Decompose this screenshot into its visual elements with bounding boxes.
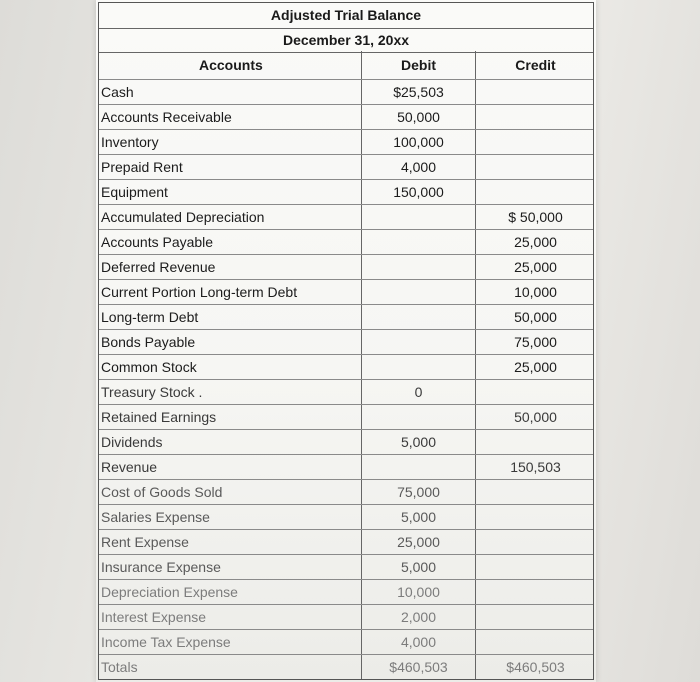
accounts-column-header: Accounts	[199, 57, 263, 73]
account-name: Accumulated Depreciation	[101, 209, 265, 225]
account-name: Accounts Receivable	[101, 109, 232, 125]
credit-amount: 50,000	[514, 409, 557, 425]
debit-amount: 4,000	[400, 634, 437, 650]
trial-balance-table	[98, 2, 594, 680]
account-name: Accounts Payable	[101, 234, 214, 250]
debit-amount: $460,503	[389, 659, 448, 675]
account-name: Treasury Stock .	[101, 384, 203, 400]
table-row	[99, 429, 593, 454]
table-row	[99, 454, 593, 479]
table-row	[99, 179, 593, 204]
table-date: December 31, 20xx	[99, 29, 593, 53]
account-name: Prepaid Rent	[101, 159, 183, 175]
account-name: Dividends	[101, 434, 163, 450]
account-name: Cash	[101, 84, 134, 100]
account-name: Insurance Expense	[101, 559, 221, 575]
credit-amount: 25,000	[514, 259, 557, 275]
table-row	[99, 604, 593, 629]
account-name: Deferred Revenue	[101, 259, 216, 275]
table-row	[99, 204, 593, 229]
debit-amount: 10,000	[397, 584, 440, 600]
account-name: Retained Earnings	[101, 409, 217, 425]
debit-amount: 4,000	[400, 159, 437, 175]
debit-amount: 5,000	[400, 509, 437, 525]
account-name: Equipment	[101, 184, 168, 200]
debit-amount: 75,000	[397, 484, 440, 500]
account-name: Totals	[101, 659, 138, 675]
account-name: Current Portion Long-term Debt	[101, 284, 298, 300]
credit-column-header: Credit	[515, 57, 556, 73]
table-row	[99, 629, 593, 654]
credit-amount: 75,000	[514, 334, 557, 350]
debit-amount: 0	[414, 384, 423, 400]
account-name: Depreciation Expense	[101, 584, 238, 600]
debit-column-header: Debit	[401, 57, 436, 73]
table-row	[99, 229, 593, 254]
table-row	[99, 379, 593, 404]
table-row	[99, 254, 593, 279]
table-row	[99, 654, 593, 679]
credit-amount: $ 50,000	[508, 209, 563, 225]
debit-amount: 50,000	[397, 109, 440, 125]
table-row	[99, 579, 593, 604]
table-row	[99, 404, 593, 429]
account-name: Salaries Expense	[101, 509, 210, 525]
table-title: Adjusted Trial Balance	[99, 3, 593, 29]
account-name: Common Stock	[101, 359, 197, 375]
account-name: Bonds Payable	[101, 334, 196, 350]
table-row	[99, 79, 593, 104]
table-row	[99, 329, 593, 354]
credit-amount: 25,000	[514, 359, 557, 375]
credit-amount: 25,000	[514, 234, 557, 250]
table-row	[99, 104, 593, 129]
credit-amount: 50,000	[514, 309, 557, 325]
table-row	[99, 154, 593, 179]
debit-amount: 25,000	[397, 534, 440, 550]
table-row	[99, 504, 593, 529]
debit-amount: 100,000	[393, 134, 444, 150]
debit-amount: 5,000	[400, 434, 437, 450]
account-name: Cost of Goods Sold	[101, 484, 223, 500]
account-name: Rent Expense	[101, 534, 189, 550]
debit-amount: 5,000	[400, 559, 437, 575]
credit-amount: 150,503	[510, 459, 561, 475]
debit-amount: 2,000	[400, 609, 437, 625]
account-name: Interest Expense	[101, 609, 207, 625]
table-row	[99, 529, 593, 554]
account-name: Inventory	[101, 134, 159, 150]
account-name: Income Tax Expense	[101, 634, 231, 650]
table-row	[99, 479, 593, 504]
debit-amount: 150,000	[393, 184, 444, 200]
credit-amount: 10,000	[514, 284, 557, 300]
table-row	[99, 129, 593, 154]
debit-amount: $25,503	[393, 84, 444, 100]
account-name: Long-term Debt	[101, 309, 199, 325]
table-row	[99, 304, 593, 329]
credit-amount: $460,503	[506, 659, 565, 675]
account-name: Revenue	[101, 459, 158, 475]
table-row	[99, 554, 593, 579]
table-row	[99, 279, 593, 304]
table-row	[99, 354, 593, 379]
